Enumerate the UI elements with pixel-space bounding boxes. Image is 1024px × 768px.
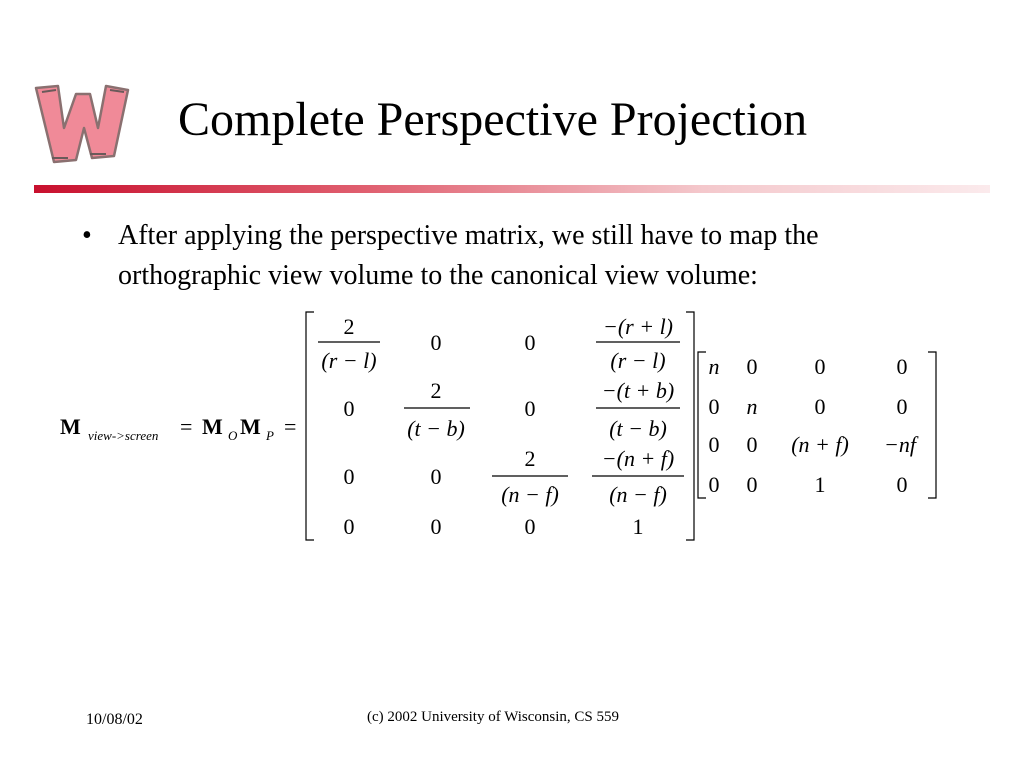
- rhs-subscript-o: O: [228, 428, 238, 443]
- mp-r0c1: 0: [746, 354, 758, 379]
- matrix-o-left-bracket: [306, 312, 314, 540]
- mp-r1c3: 0: [896, 394, 908, 419]
- equals-sign-2: =: [284, 414, 297, 439]
- mo-r3c1: 0: [430, 514, 442, 539]
- lhs-subscript: view->screen: [88, 428, 159, 443]
- mo-r1c3-num: −(t + b): [601, 378, 675, 403]
- mo-r0c0-den: (r − l): [321, 348, 377, 373]
- equals-sign-1: =: [180, 414, 193, 439]
- mp-r2c3: −nf: [884, 432, 916, 457]
- mp-r0c2: 0: [814, 354, 826, 379]
- mp-r0c0: n: [708, 354, 720, 379]
- mp-r3c3: 0: [896, 472, 908, 497]
- mo-r0c2: 0: [524, 330, 536, 355]
- rhs-symbol-p: M: [240, 414, 261, 439]
- bullet-text: After applying the perspective matrix, we still have to map the orthographic view volume to the canonical view volume:: [118, 220, 819, 291]
- mp-r2c0: 0: [708, 432, 720, 457]
- footer-date: 10/08/02: [86, 711, 143, 728]
- mo-r0c3-num: −(r + l): [602, 314, 674, 339]
- matrix-o-right-bracket: [686, 312, 694, 540]
- mp-r1c2: 0: [814, 394, 826, 419]
- mo-r2c3-num: −(n + f): [601, 446, 675, 471]
- mp-r2c2: (n + f): [791, 432, 849, 457]
- mo-r1c1-num: 2: [430, 378, 442, 403]
- mo-r2c1: 0: [430, 464, 442, 489]
- mo-r1c3-den: (t − b): [609, 416, 667, 441]
- mo-r0c1: 0: [430, 330, 442, 355]
- rhs-subscript-p: P: [266, 428, 274, 443]
- mo-r0c3-den: (r − l): [610, 348, 666, 373]
- footer-copyright: (c) 2002 University of Wisconsin, CS 559: [367, 709, 620, 725]
- matrix-p-left-bracket: [698, 352, 706, 498]
- slide-title: Complete Perspective Projection: [178, 93, 808, 146]
- mp-r1c1: n: [746, 394, 758, 419]
- mo-r1c2: 0: [524, 396, 536, 421]
- bullet-dot: •: [82, 220, 92, 251]
- mo-r2c0: 0: [343, 464, 355, 489]
- rhs-symbol-o: M: [202, 414, 223, 439]
- mo-r3c0: 0: [343, 514, 355, 539]
- mo-r1c1-den: (t − b): [407, 416, 465, 441]
- mo-r1c0: 0: [343, 396, 355, 421]
- mo-r2c2-den: (n − f): [501, 482, 559, 507]
- matrix-p-right-bracket: [928, 352, 936, 498]
- mo-r0c0-num: 2: [343, 314, 355, 339]
- mo-r2c3-den: (n − f): [609, 482, 667, 507]
- mp-r1c0: 0: [708, 394, 720, 419]
- mp-r3c1: 0: [746, 472, 758, 497]
- mo-r3c2: 0: [524, 514, 536, 539]
- mo-r3c3: 1: [632, 514, 644, 539]
- mo-r2c2-num: 2: [524, 446, 536, 471]
- mp-r3c2: 1: [814, 472, 826, 497]
- lhs-symbol: M: [60, 414, 81, 439]
- mp-r3c0: 0: [708, 472, 720, 497]
- mp-r0c3: 0: [896, 354, 908, 379]
- mp-r2c1: 0: [746, 432, 758, 457]
